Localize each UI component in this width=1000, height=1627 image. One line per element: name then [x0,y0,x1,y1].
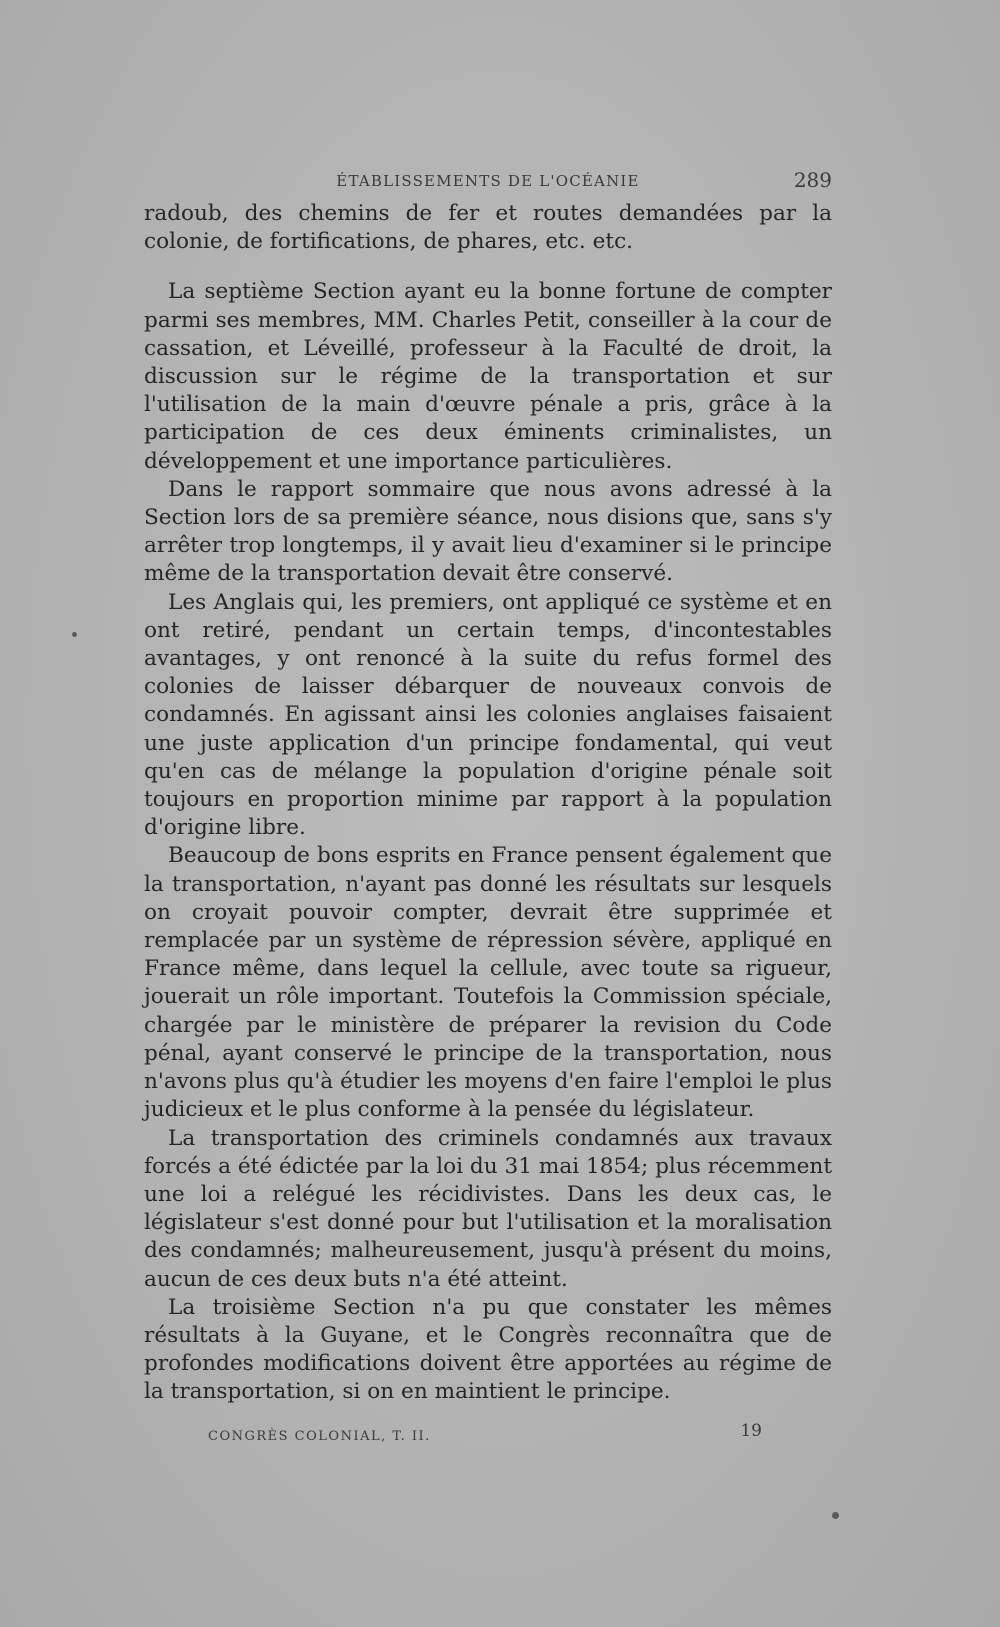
book-page [144,166,832,1451]
page-footer [144,1421,832,1451]
paper-speck [72,632,77,637]
paper-speck [832,1512,839,1519]
paragraph-2: La septième Section ayant eu la bonne fortune de compter parmi ses membres, MM. Charles Petit, conseiller à la cour de cassation, et Léveillé, professeur à la Faculté de droit, la discussion sur le régime de la transportation et sur l'utilisation de la main d'œuvre pénale a pris, grâce à la participation de ces deux éminents criminalistes, un développement et une importance particulières. [144,279,832,474]
running-head [144,166,832,200]
paragraph-6: La transportation des criminels condamnés aux travaux forcés a été édictée par la loi du 31 mai 1854; plus récemment une loi a relégué les récidivistes. Dans les deux cas, le législateur s'est donné pour but l'utilisation et la moralisation des condamnés; malheureusement, jusqu'à présent du moins, aucun de ces deux buts n'a été atteint. [144,1125,832,1292]
running-title: ÉTABLISSEMENTS DE L'OCÉANIE [336,172,640,190]
paragraph-5: Beaucoup de bons esprits en France pensent également que la transportation, n'ayant pas donné les résultats sur lesquels on croyait pouvoir compter, devrait être supprimée et remplacée par un système de répression sévère, appliqué en France même, dans lequel la cellule, avec toute sa rigueur, jouerait un rôle important. Toutefois la Commission spéciale, chargée par le ministère de préparer la revision du Code pénal, ayant conservé le principe de la transportation, nous n'avons plus qu'à étudier les moyens d'en faire l'emploi le plus judicieux et le plus conforme à la pensée du législateur. [144,843,832,1123]
paragraph-4: Les Anglais qui, les premiers, ont appliqué ce système et en ont retiré, pendant un certain temps, d'incontestables avantages, y ont renoncé à la suite du refus formel des colonies de laisser débarquer de nouveaux convois de condamnés. En agissant ainsi les colonies anglaises faisaient une juste application d'un principe fondamental, qui veut qu'en cas de mélange la population d'origine pénale soit toujours en proportion minime par rapport à la population d'origine libre. [144,589,832,841]
signature-mark: CONGRÈS COLONIAL, T. II. [208,1428,431,1444]
gathering-number: 19 [740,1420,762,1441]
paragraph-7: La troisième Section n'a pu que constater les mêmes résultats à la Guyane, et le Congrès reconnaîtra que de profondes modifications doivent être apportées au régime de la transportation, si on en maintient le principe. [144,1294,832,1405]
paragraph-3: Dans le rapport sommaire que nous avons adressé à la Section lors de sa première séance, nous disions que, sans s'y arrêter trop longtemps, il y avait lieu d'examiner si le principe même de la transportation devait être conservé. [144,476,832,587]
page-number: 289 [793,168,832,192]
body-text [144,200,832,1407]
paragraph-1: radoub, des chemins de fer et routes demandées par la colonie, de fortifications, de phares, etc. etc. [144,201,832,255]
